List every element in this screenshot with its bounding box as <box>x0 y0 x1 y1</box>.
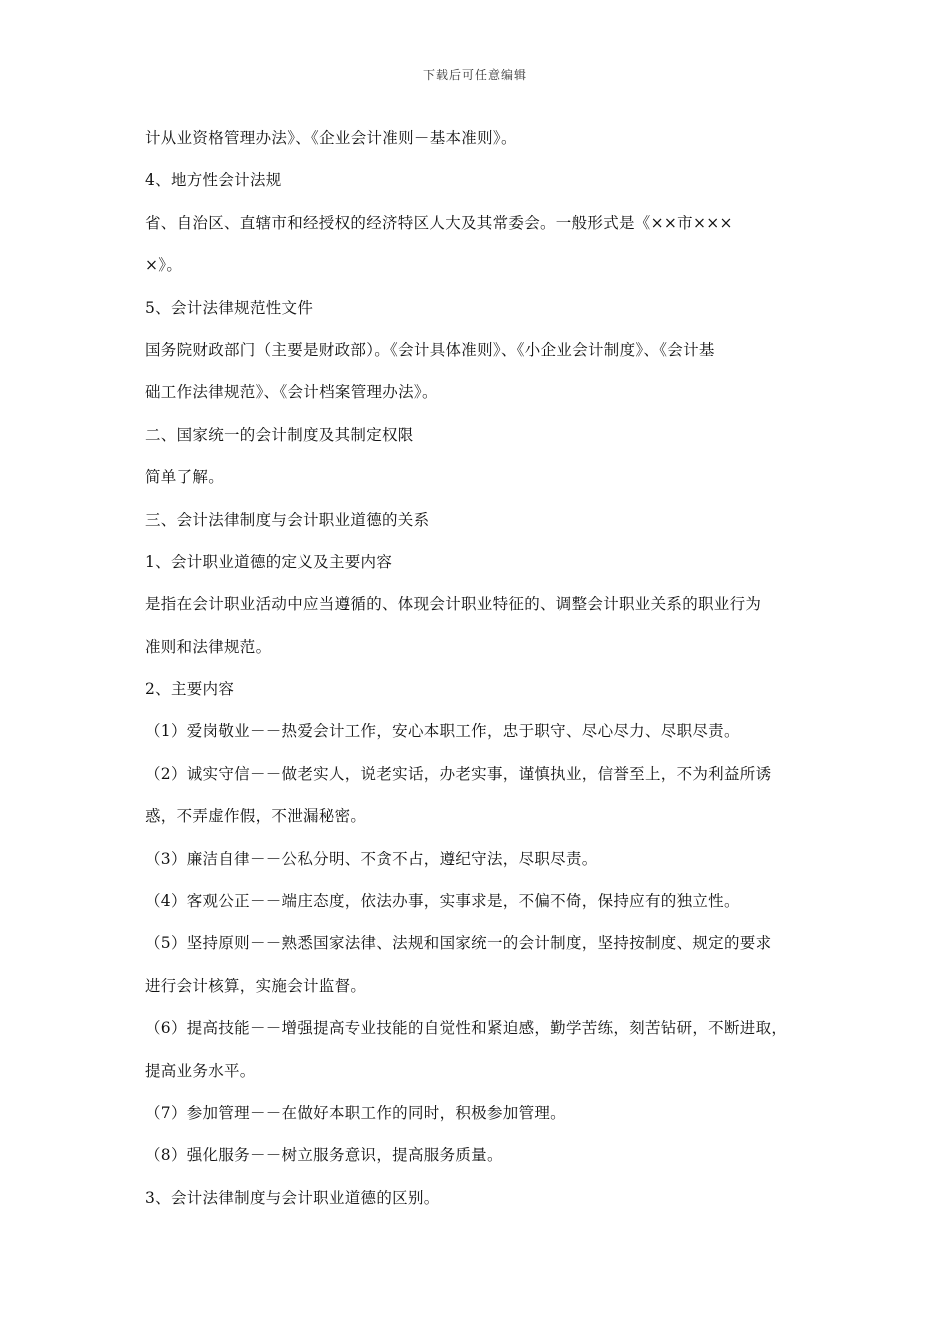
text-line: 省、自治区、直辖市和经授权的经济特区人大及其常委会。一般形式是《××市××× <box>145 213 733 232</box>
text-line: 国务院财政部门（主要是财政部）。《会计具体准则》、《小企业会计制度》、《会计基 <box>145 340 715 359</box>
list-item: （5）坚持原则－－熟悉国家法律、法规和国家统一的会计制度，坚持按制度、规定的要求 <box>145 934 772 953</box>
text-line: 惑，不弄虚作假，不泄漏秘密。 <box>145 807 367 826</box>
list-item: （4）客观公正－－端庄态度，依法办事，实事求是，不偏不倚，保持应有的独立性。 <box>145 892 740 911</box>
text-line: 础工作法律规范》、《会计档案管理办法》。 <box>145 383 438 402</box>
text-line: 准则和法律规范。 <box>145 637 272 656</box>
text-line: 计从业资格管理办法》、《企业会计准则－基本准则》。 <box>145 129 517 147</box>
section-heading: 二、国家统一的会计制度及其制定权限 <box>145 425 414 444</box>
text-line: 进行会计核算，实施会计监督。 <box>145 976 367 995</box>
section-heading: 三、会计法律制度与会计职业道德的关系 <box>145 510 430 529</box>
list-item: （1）爱岗敬业－－热爱会计工作，安心本职工作，忠于职守、尽心尽力、尽职尽责。 <box>145 722 740 741</box>
text-line: 简单了解。 <box>145 468 225 487</box>
section-heading: 1、会计职业道德的定义及主要内容 <box>145 552 393 571</box>
list-item: （2）诚实守信－－做老实人，说老实话，办老实事，谨慎执业，信誉至上，不为利益所诱 <box>145 764 772 783</box>
list-item: （6）提高技能－－增强提高专业技能的自觉性和紧迫感，勤学苦练，刻苦钻研，不断进取， <box>145 1019 788 1038</box>
list-item: （8）强化服务－－树立服务意识，提高服务质量。 <box>145 1146 503 1165</box>
text-line: ×》。 <box>145 256 183 275</box>
text-line: 提高业务水平。 <box>145 1061 256 1080</box>
section-heading: 5、会计法律规范性文件 <box>145 298 314 317</box>
list-item: （3）廉洁自律－－公私分明、不贪不占，遵纪守法，尽职尽责。 <box>145 849 598 868</box>
section-heading: 2、主要内容 <box>145 680 235 699</box>
page-header: 下载后可任意编辑 <box>422 68 527 82</box>
text-line: 是指在会计职业活动中应当遵循的、体现会计职业特征的、调整会计职业关系的职业行为 <box>145 595 762 614</box>
section-heading: 3、会计法律制度与会计职业道德的区别。 <box>145 1188 440 1207</box>
section-heading: 4、地方性会计法规 <box>145 171 282 190</box>
list-item: （7）参加管理－－在做好本职工作的同时，积极参加管理。 <box>145 1103 566 1122</box>
document-body <box>145 124 825 1226</box>
